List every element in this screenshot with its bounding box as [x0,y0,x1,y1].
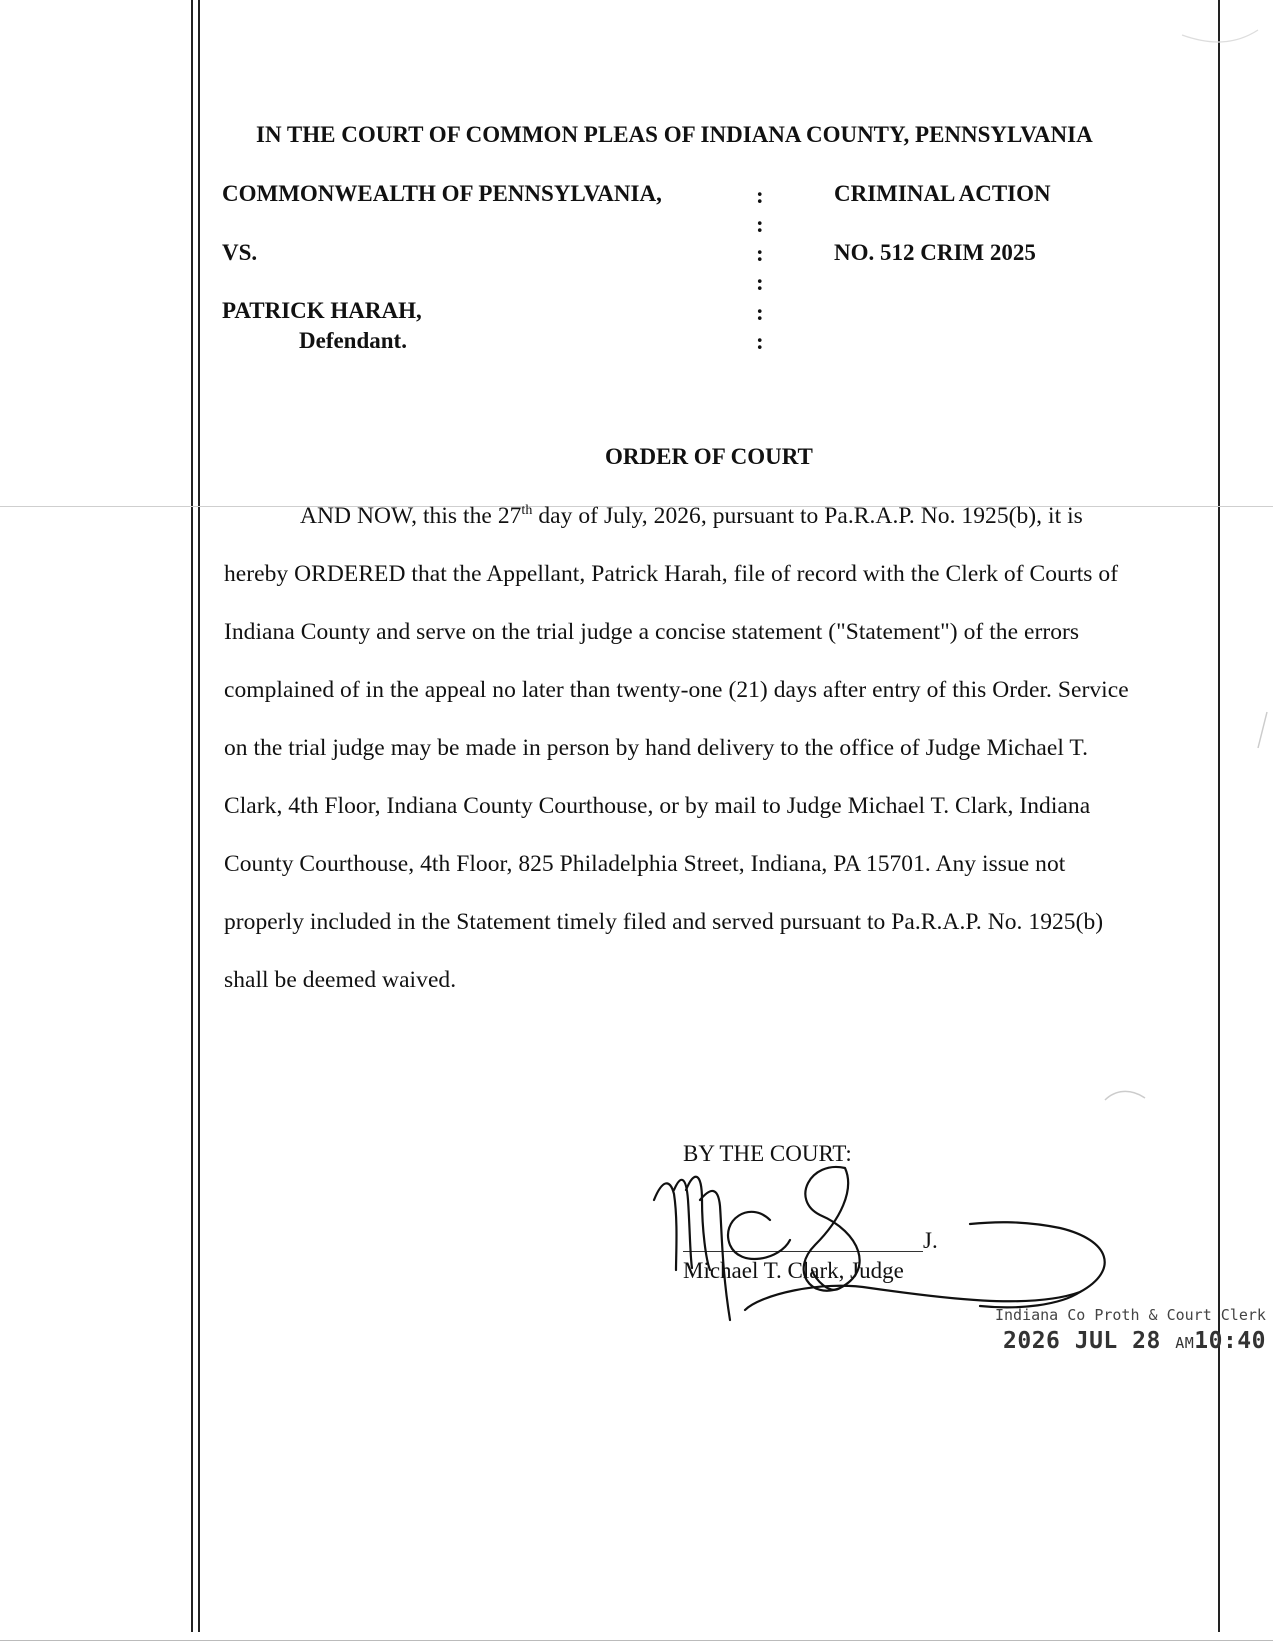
scan-mark [1180,20,1260,50]
caption-defendant-role: Defendant. [299,328,407,353]
signature-j-suffix: J. [923,1228,938,1253]
scan-mark [1100,1080,1150,1110]
caption-colon: : [756,212,764,237]
caption-colon: : [756,183,764,208]
order-body-line: AND NOW, this the 27th day of July, 2026, pursuant to Pa.R.A.P. No. 1925(b), it is [300,503,1083,529]
order-body-line: complained of in the appeal no later than twenty-one (21) days after entry of this Order. Service [224,677,1129,703]
left-margin-rule-outer [191,0,193,1632]
caption-defendant-name: PATRICK HARAH, [222,298,422,323]
order-title: ORDER OF COURT [605,444,813,469]
order-body-line: on the trial judge may be made in person by hand delivery to the office of Judge Michael T. [224,735,1089,761]
right-margin-rule [1218,0,1220,1632]
filing-stamp-office: Indiana Co Proth & Court Clerk [995,1306,1266,1324]
court-header: IN THE COURT OF COMMON PLEAS OF INDIANA COUNTY, PENNSYLVANIA [256,122,1093,147]
filing-stamp-datetime: 2026 JUL 28 AM10:40 [1003,1328,1266,1354]
caption-colon: : [756,329,764,354]
caption-versus: VS. [222,240,258,265]
order-body-line: hereby ORDERED that the Appellant, Patrick Harah, file of record with the Clerk of Courts of [224,561,1119,587]
caption-case-number: NO. 512 CRIM 2025 [834,240,1036,265]
bottom-scan-line [0,1640,1273,1641]
caption-colon: : [756,241,764,266]
order-body-line: Indiana County and serve on the trial judge a concise statement ("Statement") of the errors [224,619,1080,645]
caption-action-type: CRIMINAL ACTION [834,181,1051,206]
left-margin-rule-inner [198,0,200,1632]
judge-name: Michael T. Clark, Judge [683,1258,904,1283]
order-body-line: Clark, 4th Floor, Indiana County Courthouse, or by mail to Judge Michael T. Clark, Indiana [224,793,1091,819]
caption-colon: : [756,270,764,295]
order-body-line: shall be deemed waived. [224,967,457,993]
caption-plaintiff: COMMONWEALTH OF PENNSYLVANIA, [222,181,662,206]
scan-mark [1255,710,1270,750]
order-body-line: properly included in the Statement timely filed and served pursuant to Pa.R.A.P. No. 1925(b) [224,909,1104,935]
order-body-line: County Courthouse, 4th Floor, 825 Philadelphia Street, Indiana, PA 15701. Any issue not [224,851,1066,877]
caption-colon: : [756,300,764,325]
handwritten-signature [640,1160,1120,1330]
by-the-court-label: BY THE COURT: [683,1141,852,1166]
